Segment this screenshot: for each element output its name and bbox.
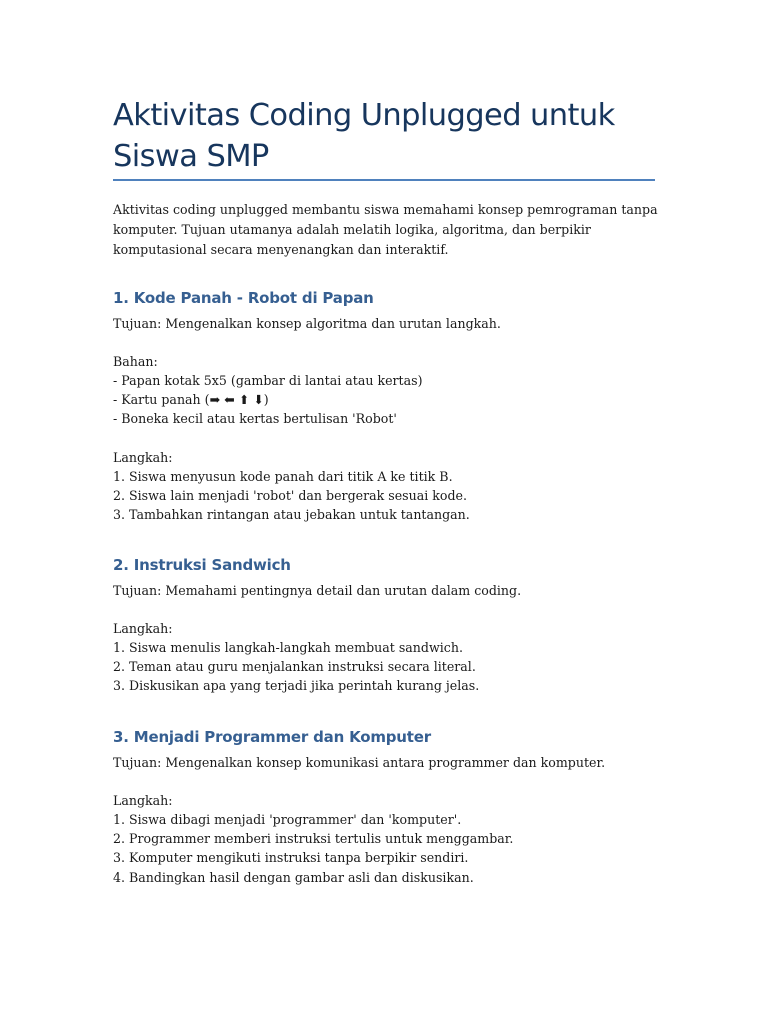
step-item: 2. Programmer memberi instruksi tertulis untuk menggambar.	[113, 831, 514, 847]
title-divider	[113, 179, 655, 181]
section-heading-programmer-komputer: 3. Menjadi Programmer dan Komputer	[113, 728, 431, 746]
blank-line	[113, 600, 693, 619]
section-body-programmer-komputer	[113, 753, 693, 887]
step-item: 3. Tambahkan rintangan atau jebakan untuk tantangan.	[113, 506, 470, 522]
step-item: 4. Bandingkan hasil dengan gambar asli dan diskusikan.	[113, 869, 474, 885]
section-heading-kode-panah: 1. Kode Panah - Robot di Papan	[113, 289, 374, 307]
section-body-kode-panah	[113, 314, 693, 524]
step-item: 2. Teman atau guru menjalankan instruksi secara literal.	[113, 659, 476, 675]
material-item: - Boneka kecil atau kertas bertulisan 'Robot'	[113, 411, 397, 427]
blank-line	[113, 429, 693, 448]
intro-paragraph: Aktivitas coding unplugged membantu siswa memahami konsep pemrograman tanpa komputer. Tujuan utamanya adalah melatih logika, algoritma, dan berpikir komputasional secara menyenangkan dan interaktif.	[113, 202, 658, 257]
steps-label: Langkah:	[113, 793, 173, 809]
page-title: Aktivitas Coding Unplugged untuk Siswa SMP	[113, 98, 615, 174]
blank-line	[113, 333, 693, 352]
section-heading-instruksi-sandwich: 2. Instruksi Sandwich	[113, 556, 291, 574]
step-item: 3. Komputer mengikuti instruksi tanpa berpikir sendiri.	[113, 850, 469, 866]
material-item: - Papan kotak 5x5 (gambar di lantai atau kertas)	[113, 373, 423, 389]
step-item: 1. Siswa menulis langkah-langkah membuat sandwich.	[113, 640, 463, 656]
blank-line	[113, 772, 693, 791]
step-item: 3. Diskusikan apa yang terjadi jika perintah kurang jelas.	[113, 678, 480, 694]
step-item: 1. Siswa dibagi menjadi 'programmer' dan 'komputer'.	[113, 812, 462, 828]
section-goal: Tujuan: Memahami pentingnya detail dan urutan dalam coding.	[113, 583, 522, 598]
material-item: - Kartu panah (➡ ⬅ ⬆ ⬇)	[113, 392, 269, 408]
section-goal: Tujuan: Mengenalkan konsep komunikasi antara programmer dan komputer.	[113, 755, 606, 770]
materials-label: Bahan:	[113, 354, 158, 370]
steps-label: Langkah:	[113, 449, 173, 465]
section-goal: Tujuan: Mengenalkan konsep algoritma dan urutan langkah.	[113, 316, 501, 331]
steps-label: Langkah:	[113, 621, 173, 637]
section-body-instruksi-sandwich	[113, 581, 693, 696]
step-item: 1. Siswa menyusun kode panah dari titik A ke titik B.	[113, 468, 453, 484]
step-item: 2. Siswa lain menjadi 'robot' dan bergerak sesuai kode.	[113, 487, 468, 503]
